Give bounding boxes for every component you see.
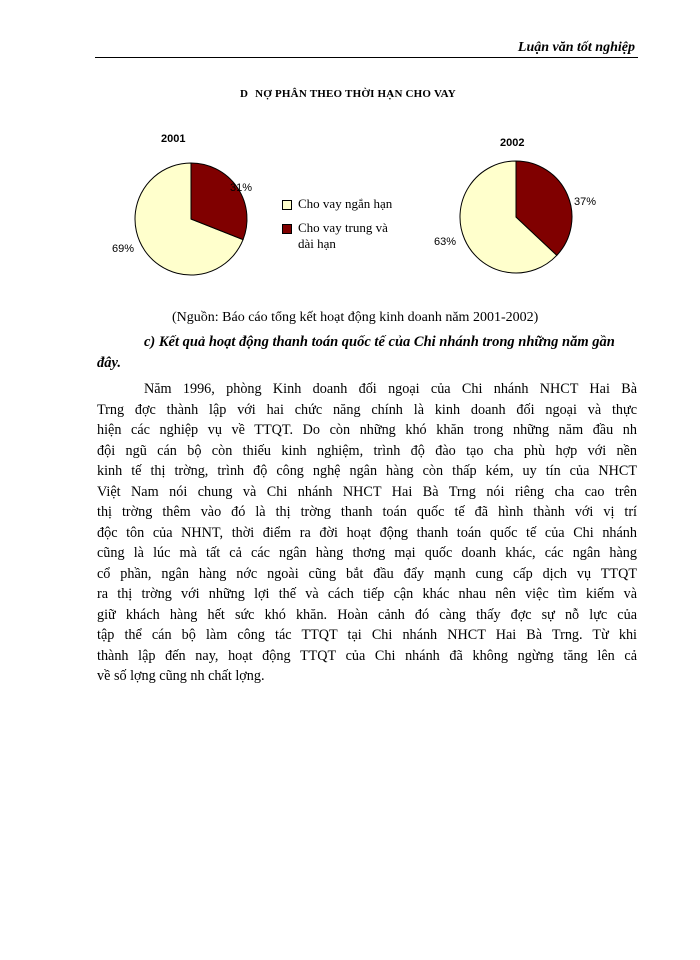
paragraph-line: Trng đợc thành lập với hai chức năng chính là kinh doanh đối ngoại và thực <box>97 401 637 418</box>
paragraph-line: thị trờng thêm vào đó là thị trờng thanh toán quốc tế đã hình thành với vị trí <box>97 504 637 520</box>
paragraph-line: về số lợng cũng nh chất lợng. <box>97 668 265 684</box>
paragraph-line: hiện các nghiệp vụ về TTQT. Do còn những khó khăn trong những năm đầu nh <box>97 422 637 438</box>
paragraph-line: tập thể cán bộ làm công tác TTQT tại Chi nhánh NHCT Hai Bà Trng. Từ khi <box>97 627 637 643</box>
header-rule <box>95 57 638 58</box>
chart-source: (Nguồn: Báo cáo tổng kết hoạt động kinh doanh năm 2001-2002) <box>172 310 539 325</box>
paragraph-line: ra thị trờng với những lợi thế và cách tiếp cận khác nhau nên việc tìm kiếm và <box>97 586 637 602</box>
legend-item-medium-long-term <box>282 220 432 252</box>
paragraph-line: giữ khách hàng hết sức khó khăn. Hoàn cảnh đó càng thấy đợc sự nỗ lực của <box>97 606 637 623</box>
paragraph-line: cổ phần, ngân hàng nớc ngoài cũng bắt đầu đẩy mạnh cung cấp dịch vụ TTQT <box>97 565 637 582</box>
header-title: Luận văn tốt nghiệp <box>517 40 635 55</box>
paragraph-line: kinh tế thị trờng, trình độ công nghệ ngân hàng còn thấp kém, uy tín của NHCT <box>97 463 637 479</box>
legend-label-short-term: Cho vay ngắn hạn <box>298 196 393 211</box>
chart-heading <box>0 88 700 100</box>
chart-heading-title: NỢ PHÂN THEO THỜI HẠN CHO VAY <box>255 88 456 100</box>
legend <box>282 196 432 260</box>
legend-label-medium-long-term-line2: dài hạn <box>298 236 336 251</box>
paragraph-line: đội ngũ cán bộ còn thiếu kinh nghiệm, trình độ đào tạo cha phù hợp với nền <box>97 442 637 459</box>
body-paragraph <box>97 379 637 687</box>
section-title: c) Kết quả hoạt động thanh toán quốc tế của Chi nhánh trong những năm gần đây. <box>97 334 615 371</box>
pie-2001-label-31: 31% <box>229 182 253 194</box>
paragraph-line: cũng là lúc mà tất cả các ngân hàng thơng mại quốc doanh khác, các ngân hàng <box>97 545 637 561</box>
paragraph-line: thành lập đến nay, hoạt động TTQT của Chi nhánh đã không ngừng tăng lên cả <box>97 647 637 664</box>
pie-2001-title: 2001 <box>161 133 186 145</box>
legend-swatch-short-term <box>282 200 292 210</box>
paragraph-line: Năm 1996, phòng Kinh doanh đối ngoại của Chi nhánh NHCT Hai Bà <box>144 381 637 397</box>
legend-item-short-term <box>282 196 432 212</box>
pie-2001-label-69: 69% <box>111 243 135 255</box>
pie-2001-labels <box>95 180 255 260</box>
pie-2002-label-37: 37% <box>573 196 597 208</box>
pie-2002-label-63: 63% <box>433 236 457 248</box>
chart-heading-prefix: D <box>240 88 249 100</box>
paragraph-line: Việt Nam nói chung và Chi nhánh NHCT Hai Bà Trng nói riêng cha cao trên <box>97 483 637 500</box>
pie-2002-title: 2002 <box>500 137 525 149</box>
legend-swatch-medium-long-term <box>282 224 292 234</box>
paragraph-line: độc tôn của NHNT, thời điểm ra đời hoạt động thanh toán quốc tế của Chi nhánh <box>97 524 637 541</box>
legend-label-medium-long-term-line1: Cho vay trung và <box>298 220 388 235</box>
pie-2002-labels <box>425 190 605 250</box>
